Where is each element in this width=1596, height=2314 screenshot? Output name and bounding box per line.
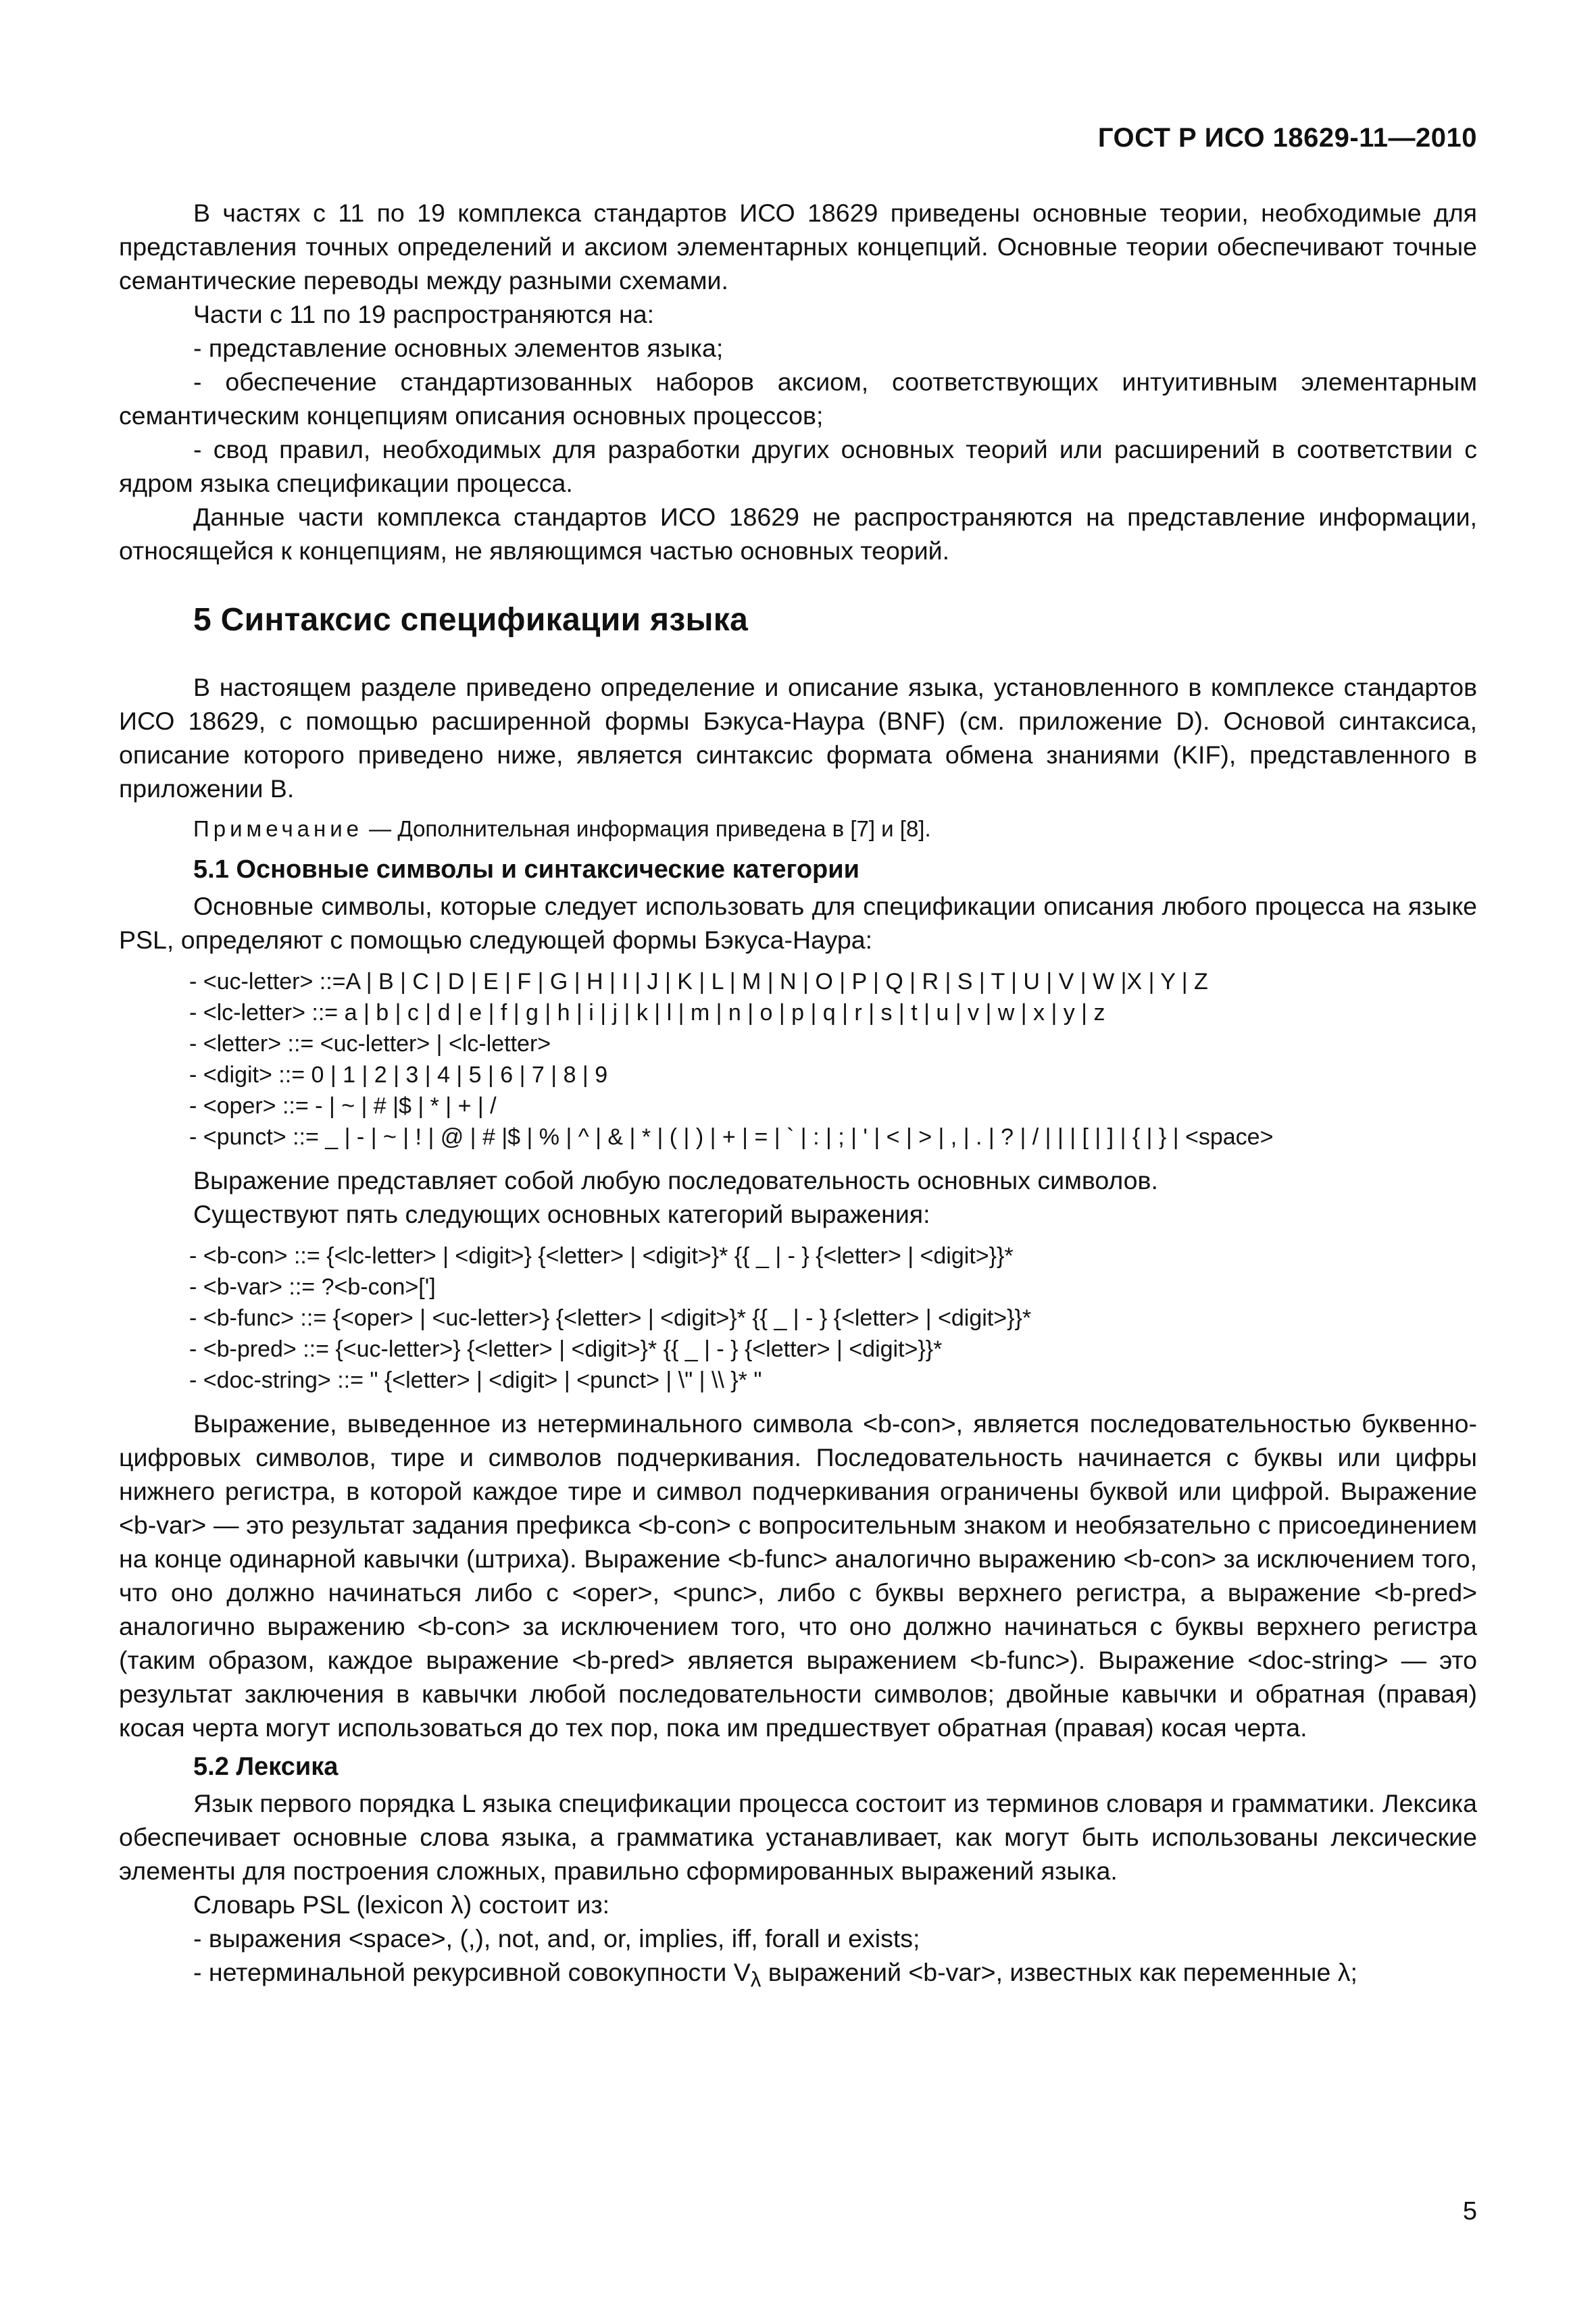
grammar-rule: - <digit> ::= 0 | 1 | 2 | 3 | 4 | 5 | 6 | 7 | 8 | 9 <box>189 1062 608 1088</box>
section-5-1-paragraph-2: Выражение представляет собой любую последовательность основных символов. <box>193 1166 1158 1194</box>
section-5-2-paragraph-1: Язык первого порядка L языка спецификации процесса состоит из терминов словаря и грамматики. Лексика обеспечивает основные слова языка, а грамматика устанавливает, как могут быть использованы лексические элементы для построения сложных, правильно сформированных выражений языка. <box>119 1789 1477 1885</box>
section-5-heading: 5 Синтаксис спецификации языка <box>193 602 749 638</box>
section-5-1-paragraph-3: Существуют пять следующих основных категорий выражения: <box>193 1200 930 1228</box>
grammar-rule: - <doc-string> ::= " {<letter> | <digit> | <punct> | \" | \\ }* " <box>189 1367 762 1393</box>
intro-list-item: - свод правил, необходимых для разработки других основных теорий или расширений в соответствии с ядром языка спецификации процесса. <box>119 435 1477 497</box>
intro-paragraph-3: Данные части комплекса стандартов ИСО 18629 не распространяются на представление информации, относящейся к концепциям, не являющимся частью основных теорий. <box>119 503 1477 565</box>
lambda-subscript: λ <box>750 1967 762 1992</box>
grammar-rule: - <oper> ::= - | ~ | # |$ | * | + | / <box>189 1093 497 1119</box>
section-5-2-paragraph-2: Словарь PSL (lexicon λ) состоит из: <box>193 1890 610 1919</box>
lexicon-item-text: - нетерминальной рекурсивной совокупности V <box>193 1958 751 1986</box>
grammar-rule: - <lc-letter> ::= a | b | c | d | e | f | g | h | i | j | k | l | m | n | o | p | q | r | s | t | u | v | w | x | y | z <box>189 1000 1105 1026</box>
intro-paragraph-2: Части с 11 по 19 распространяются на: <box>193 300 655 328</box>
grammar-rule: - <uc-letter> ::=A | B | C | D | E | F | G | H | I | J | K | L | M | N | O | P | Q | R | S | T | U | V | W |X | Y | Z <box>189 969 1208 995</box>
intro-paragraph-1: В частях с 11 по 19 комплекса стандартов ИСО 18629 приведены основные теории, необходимые для представления точных определений и аксиом элементарных концепций. Основные теории обеспечивают точные семантические переводы между разными схемами. <box>119 199 1477 295</box>
intro-list <box>119 331 1477 500</box>
intro-list-item: - представление основных элементов языка; <box>193 334 724 362</box>
document-header: ГОСТ Р ИСО 18629-11—2010 <box>1097 123 1477 153</box>
grammar-rule: - <b-var> ::= ?<b-con>['] <box>189 1274 436 1300</box>
grammar-rule: - <letter> ::= <uc-letter> | <lc-letter> <box>189 1031 551 1057</box>
section-5-1-paragraph-1: Основные символы, которые следует использовать для спецификации описания любого процесса на языке PSL, определяют с помощью следующей формы Бэкуса-Наура: <box>119 892 1477 954</box>
page-number: 5 <box>1462 2197 1477 2225</box>
lexicon-item: - выражения <space>, (,), not, and, or, implies, iff, forall и exists; <box>193 1924 920 1953</box>
intro-list-item: - обеспечение стандартизованных наборов аксиом, соответствующих интуитивным элементарным семантическим концепциям описания основных процессов; <box>119 368 1477 430</box>
section-5-note <box>119 812 1477 846</box>
note-text: — Дополнительная информация приведена в [7] и [8]. <box>363 816 931 841</box>
section-5-paragraph: В настоящем разделе приведено определение и описание языка, установленного в комплексе стандартов ИСО 18629, с помощью расширенной формы Бэкуса-Наура (BNF) (см. приложение D). Основой синтаксиса, описание которого приведено ниже, является синтаксис формата обмена знаниями (KIF), представленного в приложении B. <box>119 673 1477 803</box>
section-5-1-paragraph-4: Выражение, выведенное из нетерминального символа <b-con>, является последовательностью буквенно-цифровых символов, тире и символов подчеркивания. Последовательность начинается с буквы или цифры нижнего регистра, в которой каждое тире и символ подчеркивания ограничены буквой или цифрой. Выражение <b-var> — это результат задания префикса <b-con> с вопросительным знаком и необязательно с присоединением на конце одинарной кавычки (штриха). Выражение <b-func> аналогично выражению <b-con> за исключением того, что оно должно начинаться либо с <oper>, <punc>, либо с буквы верхнего регистра, а выражение <b-pred> аналогично выражению <b-con> за исключением того, что оно должно начинаться с буквы верхнего регистра (таким образом, каждое выражение <b-pred> является выражением <b-func>). Выражение <doc-string> — это результат заключения в кавычки любой последовательности символов; двойные кавычки и обратная (правая) косая черта могут использоваться до тех пор, пока им предшествует обратная (правая) косая черта. <box>119 1409 1477 1742</box>
expression-categories-grammar <box>189 1240 1477 1396</box>
grammar-rule: - <punct> ::= _ | - | ~ | ! | @ | # |$ | % | ^ | & | * | ( | ) | + | = | ` | : | ; | ' | < | > | , | . | ? | / | | | [ | ] | { | } | <space> <box>189 1124 1274 1150</box>
section-5-2-heading: 5.2 Лексика <box>193 1753 339 1781</box>
basic-symbols-grammar <box>189 966 1477 1153</box>
grammar-rule: - <b-con> ::= {<lc-letter> | <digit>} {<letter> | <digit>}* {{ _ | - } {<letter> | <digit>}}* <box>189 1243 1014 1269</box>
page-content <box>119 196 1477 1997</box>
lexicon-item <box>119 1955 1477 1997</box>
grammar-rule: - <b-pred> ::= {<uc-letter>} {<letter> | <digit>}* {{ _ | - } {<letter> | <digit>}}* <box>189 1336 943 1362</box>
lexicon-item-text: выражений <b-var>, известных как переменные λ; <box>761 1958 1357 1986</box>
grammar-rule: - <b-func> ::= {<oper> | <uc-letter>} {<letter> | <digit>}* {{ _ | - } {<letter> | <digit>}}* <box>189 1305 1032 1331</box>
section-5-1-heading: 5.1 Основные символы и синтаксические категории <box>193 855 859 884</box>
note-label: Примечание <box>193 816 364 841</box>
